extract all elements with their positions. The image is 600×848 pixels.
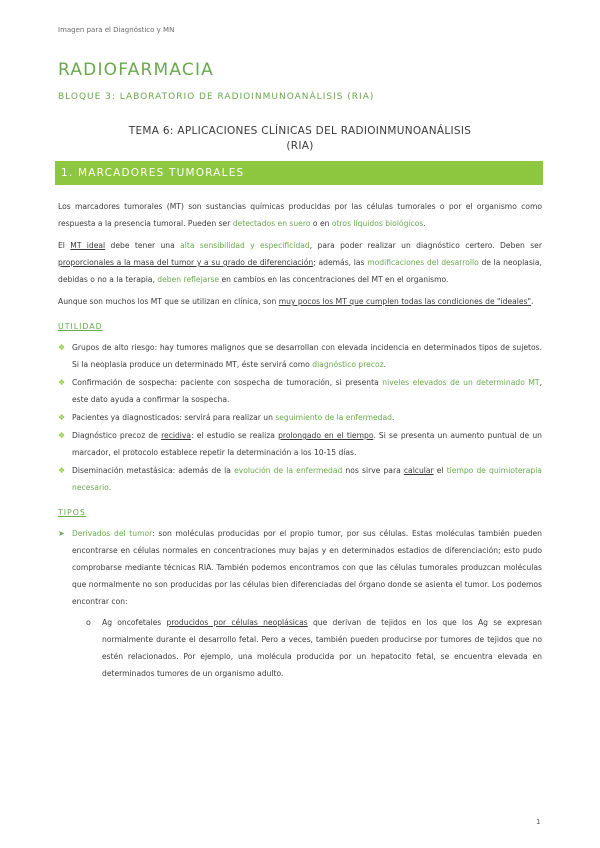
underlined-term: calcular bbox=[403, 466, 434, 475]
highlight: detectados en suero bbox=[232, 219, 311, 228]
list-item bbox=[58, 525, 542, 682]
paragraph-few-ideal bbox=[58, 293, 542, 310]
text: , para poder realizar un diagnóstico certero. Deben ser bbox=[309, 241, 542, 250]
paragraph-definition bbox=[58, 198, 542, 232]
text: Pacientes ya diagnosticados: servirá para realizar un bbox=[72, 413, 276, 422]
text: : el estudio se realiza bbox=[191, 431, 279, 440]
text: . bbox=[383, 360, 387, 369]
section-heading-bar: 1. MARCADORES TUMORALES bbox=[55, 161, 543, 185]
list-item bbox=[58, 427, 542, 461]
document-title: RADIOFARMACIA bbox=[58, 60, 215, 80]
text: . bbox=[423, 219, 426, 228]
tipos-heading: TIPOS bbox=[58, 508, 86, 517]
sub-list bbox=[72, 614, 542, 682]
highlight: Derivados del tumor bbox=[72, 529, 153, 538]
document-body bbox=[58, 198, 542, 682]
paragraph-ideal-mt bbox=[58, 237, 542, 288]
arrow-bullet-icon: ➤ bbox=[58, 529, 65, 538]
underlined-term: recidiva bbox=[161, 431, 192, 440]
list-item bbox=[86, 614, 542, 682]
circle-bullet-icon: o bbox=[86, 618, 91, 627]
underlined-term: prolongado en el tiempo bbox=[278, 431, 374, 440]
text: , este dato ayuda a confirmar la sospecha. bbox=[72, 378, 542, 404]
block-subtitle: BLOQUE 3: LABORATORIO DE RADIOINMUNOANÁLISIS (RIA) bbox=[58, 92, 375, 102]
theme-title-line2: (RIA) bbox=[286, 140, 314, 152]
text: que derivan de tejidos en los que los Ag se expresan normalmente durante el desarrollo fetal. Pero a veces, también pueden producirse por tumores de tejidos que no estén relacionados. Por ejemplo, una molécula producida por un hepatocito fetal, se encuentra elevada en determinados tumores de un organismo adulto. bbox=[102, 618, 542, 678]
text: debe tener una bbox=[105, 241, 181, 250]
highlight: tiempo de quimioterapia necesario bbox=[72, 466, 542, 492]
theme-title-line1: TEMA 6: APLICACIONES CLÍNICAS DEL RADIOINMUNOANÁLISIS bbox=[128, 125, 472, 137]
diamond-bullet-icon: ❖ bbox=[58, 413, 66, 422]
text: de la neoplasia, debidas o no a la terapia, bbox=[58, 258, 542, 284]
text: o en bbox=[310, 219, 332, 228]
highlight: seguimiento de la enfermedad bbox=[275, 413, 392, 422]
diamond-bullet-icon: ❖ bbox=[58, 466, 66, 475]
text: Los marcadores tumorales (MT) son sustancias químicas producidas por las células tumorales o por el organismo como respuesta a la presencia tumoral. Pueden ser bbox=[58, 202, 542, 228]
diamond-bullet-icon: ❖ bbox=[58, 343, 66, 352]
list-item bbox=[58, 374, 542, 408]
text: . bbox=[531, 297, 534, 306]
text: . Si se presenta un aumento puntual de un marcador, el protocolo establece repetir la determinación a los 10-15 días. bbox=[72, 431, 542, 457]
text: . bbox=[391, 413, 395, 422]
text: Ag oncofetales bbox=[102, 618, 167, 627]
running-header: Imagen para el Diagnóstico y MN bbox=[58, 26, 175, 34]
list-item bbox=[58, 339, 542, 373]
text: Confirmación de sospecha: paciente con sospecha de tumoración, si presenta bbox=[72, 378, 383, 387]
list-item bbox=[58, 409, 542, 426]
text: nos sirve para bbox=[342, 466, 404, 475]
diamond-bullet-icon: ❖ bbox=[58, 431, 66, 440]
utilidad-list bbox=[58, 339, 542, 496]
text: en cambios en las concentraciones del MT en el organismo. bbox=[219, 275, 449, 284]
underlined-term: muy pocos los MT que cumplen todas las condiciones de "ideales" bbox=[278, 297, 532, 306]
page-number: 1 bbox=[536, 818, 541, 826]
text: : son moléculas producidas por el propio tumor, por sus células. Estas moléculas también pueden encontrarse en células normales en concentraciones muy bajas y en determinados estadios de diferenciación; esto pudo comprobarse mediante técnicas RIA. También podemos encontramos con que las células tumorales produzcan moléculas que normalmente no son producidas por las células bien diferenciadas del órgano donde se asienta el tumor. Los podemos encontrar con: bbox=[72, 529, 542, 606]
highlight: niveles elevados de un determinado MT bbox=[382, 378, 540, 387]
text: el bbox=[433, 466, 447, 475]
text: El bbox=[58, 241, 71, 250]
underlined-term: producidos por células neoplásicas bbox=[166, 618, 308, 627]
text: . bbox=[108, 483, 112, 492]
list-item bbox=[58, 462, 542, 496]
theme-title bbox=[58, 124, 542, 154]
text: Aunque son muchos los MT que se utilizan en clínica, son bbox=[58, 297, 279, 306]
highlight: alta sensibilidad y especificidad bbox=[180, 241, 310, 250]
highlight: otros líquidos biológicos bbox=[331, 219, 424, 228]
text: Diagnóstico precoz de bbox=[72, 431, 162, 440]
highlight: diagnóstico precoz bbox=[312, 360, 384, 369]
underlined-term: proporcionales a la masa del tumor y a su grado de diferenciación bbox=[58, 258, 314, 267]
text: Diseminación metastásica: además de la bbox=[72, 466, 235, 475]
tipos-list bbox=[58, 525, 542, 682]
text: Grupos de alto riesgo: hay tumores malignos que se desarrollan con elevada incidencia en determinados tipos de sujetos. Si la neoplasia produce un determinado MT, éste servirá como bbox=[72, 343, 542, 369]
utilidad-heading: UTILIDAD bbox=[58, 322, 103, 331]
underlined-term: MT ideal bbox=[70, 241, 106, 250]
diamond-bullet-icon: ❖ bbox=[58, 378, 66, 387]
highlight: deben reflejarse bbox=[157, 275, 220, 284]
text: ; además, las bbox=[313, 258, 368, 267]
highlight: modificaciones del desarrollo bbox=[367, 258, 479, 267]
highlight: evolución de la enfermedad bbox=[234, 466, 343, 475]
